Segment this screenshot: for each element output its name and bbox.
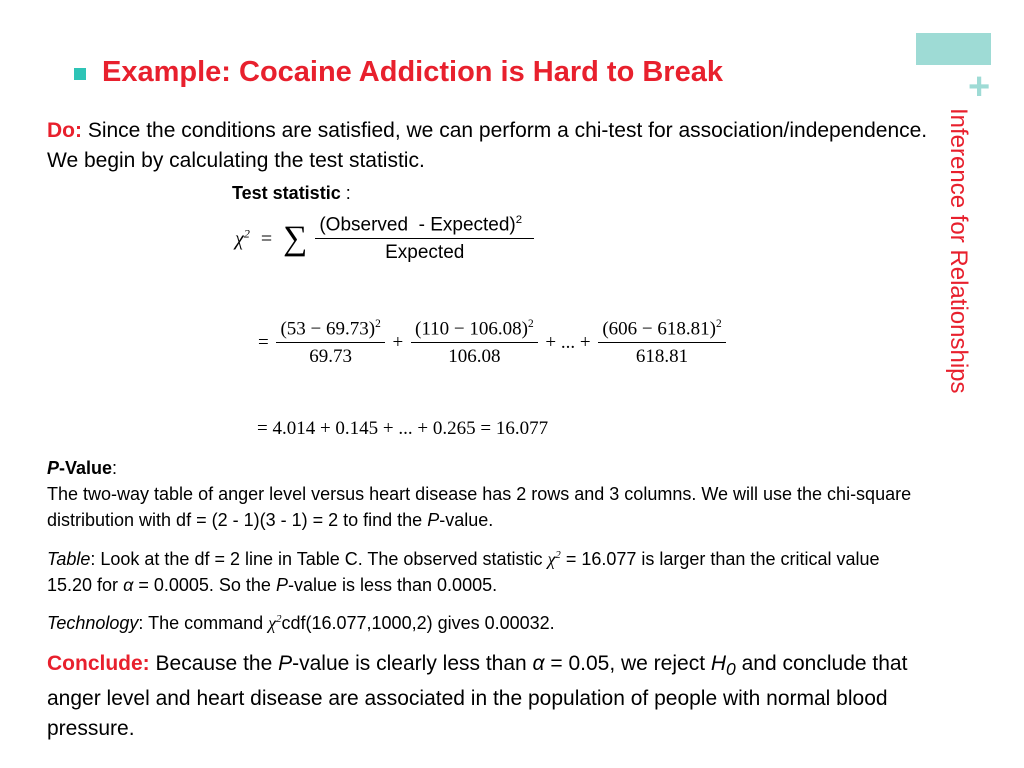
pvalue-label: -Value xyxy=(59,458,113,478)
sigma-icon: ∑ xyxy=(283,220,308,258)
formula-numerator-exp: 2 xyxy=(515,214,523,226)
formula-fraction xyxy=(315,214,534,264)
chi-square-result: = 4.014 + 0.145 + ... + 0.265 = 16.077 xyxy=(257,418,549,439)
chi-square-expansion xyxy=(255,318,726,368)
formula-denominator: Expected xyxy=(385,242,465,264)
chi-square-formula xyxy=(232,214,534,264)
plus-icon: + xyxy=(968,66,991,108)
accent-bar xyxy=(916,33,991,65)
pvalue-label-p: P xyxy=(47,458,60,478)
technology-note: Technology: The command $\chi^2cdf(16.077,1000,2)$ gives 0.00032. xyxy=(47,613,555,633)
test-statistic-title: Test statistic xyxy=(232,183,341,203)
formula-equals: = xyxy=(260,227,273,250)
technology-note-label: Technology xyxy=(47,613,139,633)
expansion-plus: + xyxy=(392,332,404,354)
square-bullet-icon xyxy=(74,68,86,80)
test-statistic-label xyxy=(232,180,351,206)
conclude-paragraph: Conclude: Because the P-value is clearly less than α = 0.05, we reject $H_0$ and conclude that anger level and heart disease are associated in the population of people with normal blood pressure. xyxy=(47,652,908,741)
formula-numerator: (Observed - Expected) xyxy=(319,214,516,236)
expansion-term-1: $\frac{(53 - 69.73)^2}{69.73}$ xyxy=(276,318,384,368)
do-label: Do: xyxy=(47,119,82,142)
table-note: Table: Look at the df = 2 line in Table C. The observed statistic $\chi^2 = 16.077$ is larger than the critical value 15.20 for α = 0.0005. So the P-value is less than 0.0005. xyxy=(47,549,880,595)
side-title: Inference for Relationships xyxy=(945,108,972,394)
pvalue-heading xyxy=(47,455,927,481)
title-row xyxy=(74,54,723,90)
test-statistic-colon: : xyxy=(340,183,351,203)
do-paragraph xyxy=(47,116,937,176)
table-note-label: Table xyxy=(47,549,91,569)
do-text: Since the conditions are satisfied, we can perform a chi-test for association/independence. We begin by calculating the test statistic. xyxy=(47,119,928,172)
pvalue-paragraph: The two-way table of anger level versus heart disease has 2 rows and 3 columns. We will use the chi-square distribution with df = (2 - 1)(3 - 1) = 2 to find the P-value. xyxy=(47,484,912,530)
expansion-term-2: $\frac{(110 - 106.08)^2}{106.08}$ xyxy=(411,318,538,368)
expansion-plus-dots: + ... + xyxy=(545,332,591,354)
expansion-equals: = xyxy=(258,332,269,354)
conclude-label: Conclude: xyxy=(47,652,150,675)
pvalue-colon: : xyxy=(112,458,118,478)
slide-title: Example: Cocaine Addiction is Hard to Break xyxy=(102,55,723,88)
formula-chi: $\chi^2$ xyxy=(235,226,250,251)
expansion-term-3: $\frac{(606 - 618.81)^2}{618.81}$ xyxy=(598,318,725,368)
